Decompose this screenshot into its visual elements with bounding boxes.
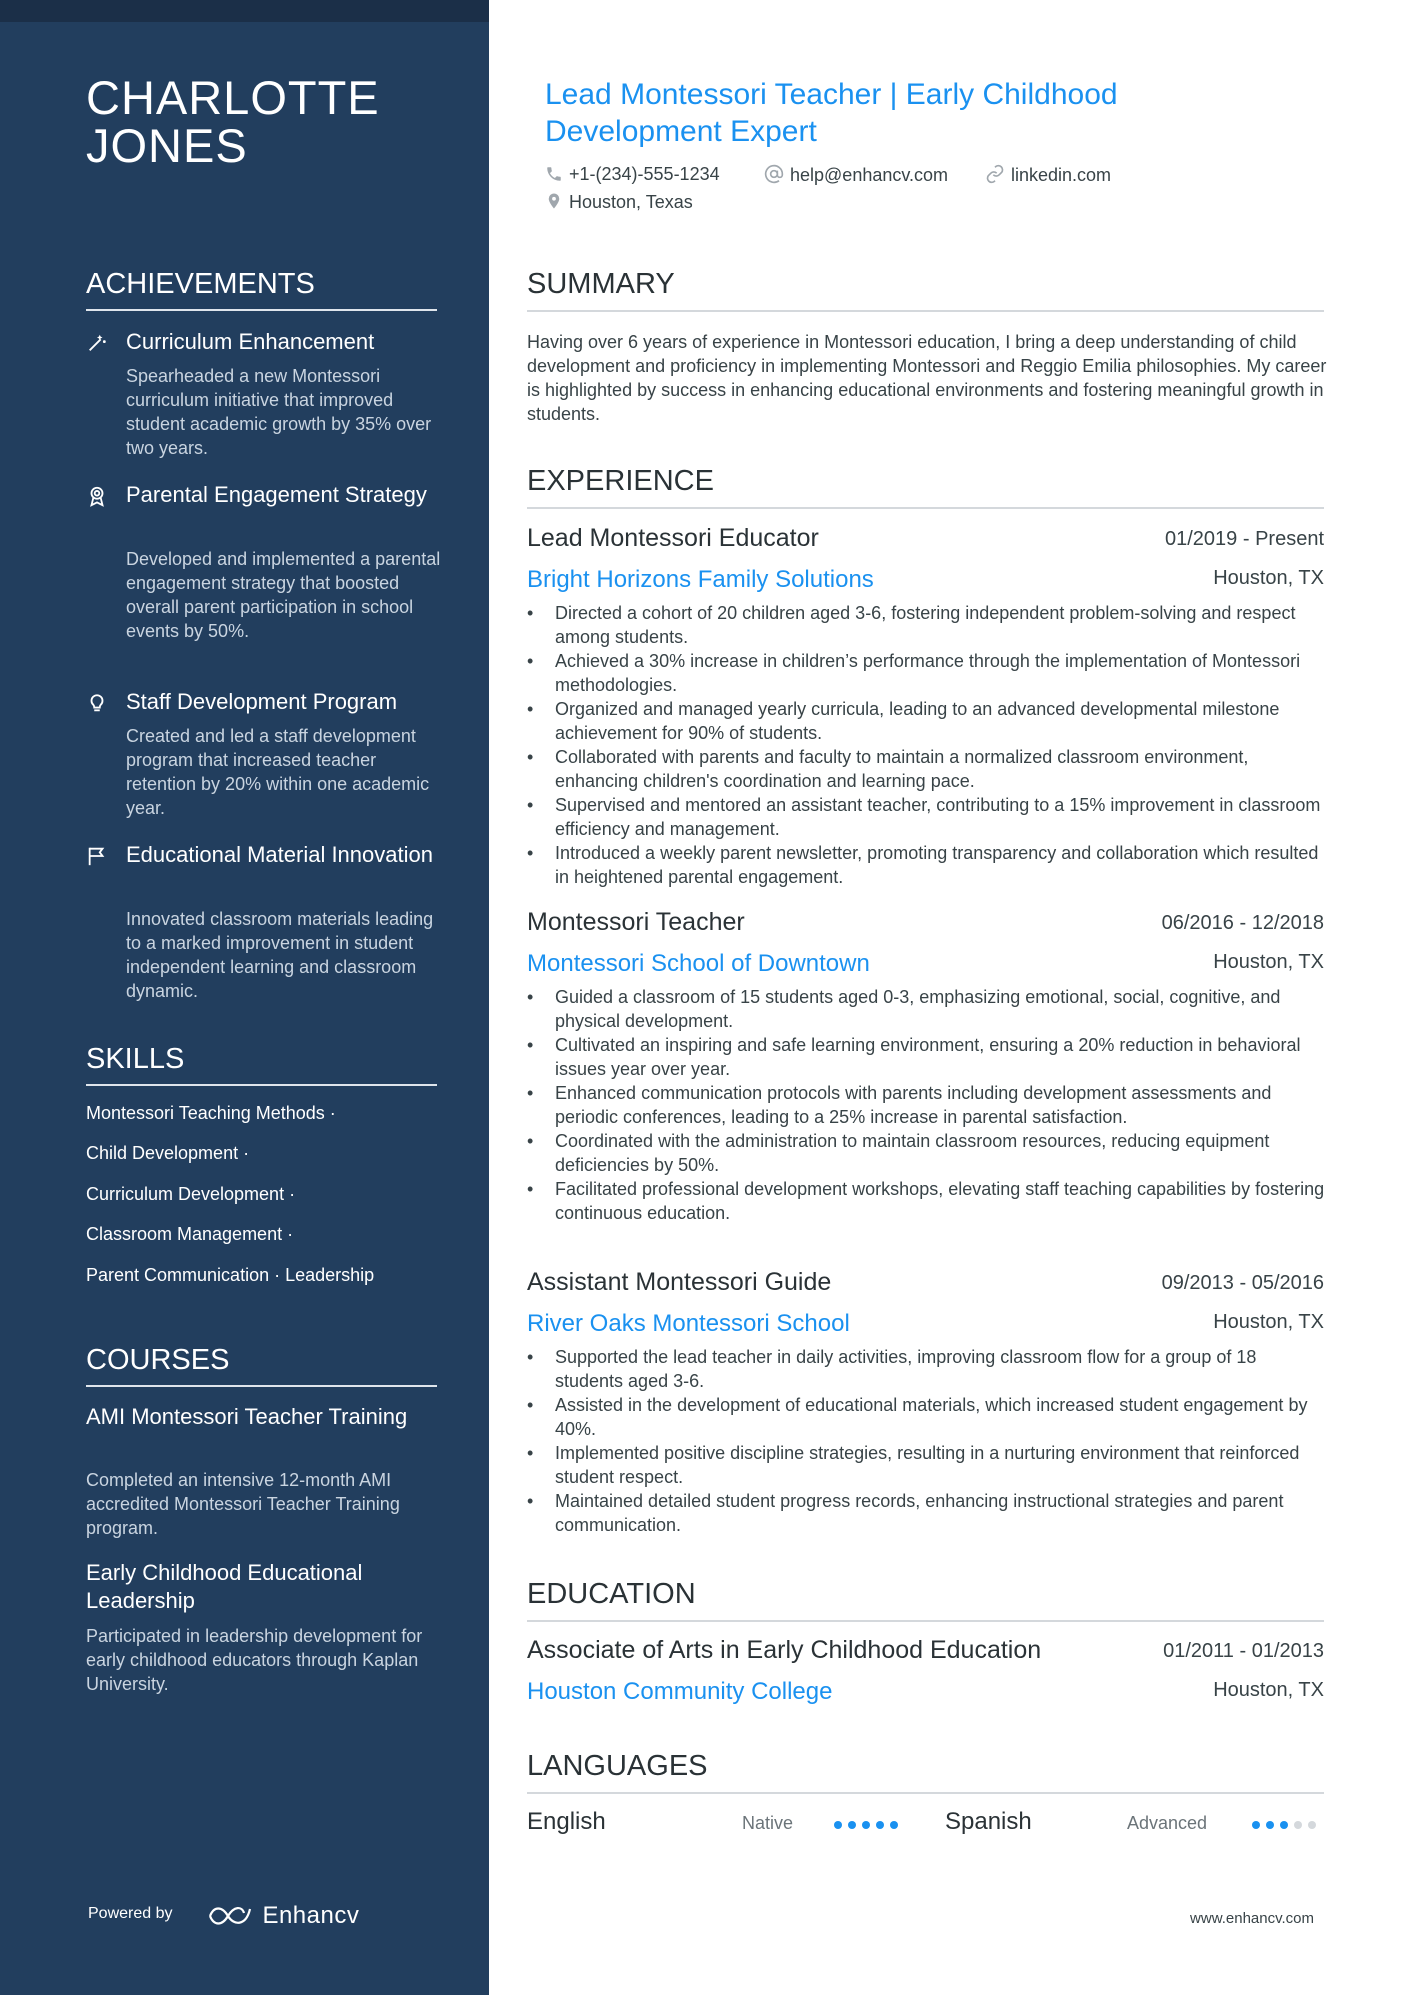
achievement-desc: Developed and implemented a parental engagement strategy that boosted overall parent participation in school events by 50%. (126, 549, 441, 641)
link-text: linkedin.com (1011, 165, 1112, 185)
first-name: CHARLOTTE (86, 71, 380, 124)
bullet-item: • Cultivated an inspiring and safe learning environment, ensuring a 20% reduction in behavioral issues year over year. (527, 1033, 1327, 1081)
location-text: Houston, Texas (569, 192, 693, 212)
experience-heading: EXPERIENCE (527, 465, 1324, 509)
job-title: Assistant Montessori Guide (527, 1268, 832, 1296)
at-icon (764, 164, 784, 184)
achievement-desc: Created and led a staff development program that increased teacher retention by 20% within one academic year. (126, 726, 430, 818)
rating-dot-filled (862, 1821, 870, 1829)
link-icon (985, 164, 1005, 184)
language-level: Advanced (1127, 1813, 1208, 1833)
job-title: Lead Montessori Educator (527, 524, 819, 552)
education-location: Houston, TX (1213, 1679, 1324, 1701)
achievement-desc: Spearheaded a new Montessori curriculum initiative that improved student academic growth by 35% over two years. (126, 366, 432, 458)
bullet-item: • Collaborated with parents and faculty to maintain a normalized classroom environment, enhancing children's coordination and learning pace. (527, 745, 1327, 793)
bullet-item: • Organized and managed yearly curricula, leading to an advanced developmental milestone achievement for 90% of students. (527, 697, 1327, 745)
language-rating (834, 1816, 904, 1834)
job-dates: 01/2019 - Present (1165, 528, 1324, 550)
enhancv-logo[interactable] (206, 1902, 359, 1930)
rating-dot-filled (1252, 1821, 1260, 1829)
rating-dot-filled (1266, 1821, 1274, 1829)
school-name[interactable]: Houston Community College (527, 1678, 833, 1705)
rating-dot-filled (834, 1821, 842, 1829)
skills-heading: SKILLS (86, 1043, 437, 1086)
rating-dot-filled (890, 1821, 898, 1829)
bullet-item: • Guided a classroom of 15 students aged 0-3, emphasizing emotional, social, cognitive, and physical development. (527, 985, 1327, 1033)
education-dates: 01/2011 - 01/2013 (1163, 1640, 1324, 1662)
course-desc: Completed an intensive 12-month AMI accredited Montessori Teacher Training program. (86, 1470, 400, 1538)
achievement-title: Curriculum Enhancement (126, 329, 375, 354)
language-name: Spanish (945, 1808, 1032, 1835)
contact-email[interactable] (764, 164, 948, 186)
bullet-item: • Achieved a 30% increase in children’s performance through the implementation of Montessori methodologies. (527, 649, 1327, 697)
footer-url[interactable]: www.enhancv.com (1190, 1910, 1314, 1927)
enhancv-brand-text: Enhancv (262, 1902, 360, 1929)
achievement-title: Parental Engagement Strategy (126, 482, 427, 507)
skill-item: Montessori Teaching Methods · (86, 1103, 336, 1123)
contact-phone[interactable] (545, 164, 720, 185)
sidebar (0, 0, 489, 1995)
language-level: Native (742, 1813, 794, 1833)
rating-dot-empty (1308, 1821, 1316, 1829)
job-dates: 06/2016 - 12/2018 (1161, 912, 1324, 934)
company-name[interactable]: River Oaks Montessori School (527, 1310, 850, 1337)
bullet-item: • Supervised and mentored an assistant teacher, contributing to a 15% improvement in classroom efficiency and management. (527, 793, 1327, 841)
rating-dot-filled (876, 1821, 884, 1829)
contact-link[interactable] (985, 164, 1111, 186)
enhancv-logo-icon (206, 1903, 254, 1929)
last-name: JONES (86, 119, 248, 172)
summary-text: Having over 6 years of experience in Montessori education, I bring a deep understanding of child development and proficiency in implementing Montessori and Reggio Emilia philosophies. My career is highlighted by success in enhancing educational environments and fostering meaningful growth in students. (527, 332, 1327, 424)
candidate-name (86, 71, 380, 172)
job-bullets (527, 601, 1327, 889)
bullet-item: • Assisted in the development of educational materials, which increased student engagement by 40%. (527, 1393, 1327, 1441)
company-name[interactable]: Montessori School of Downtown (527, 950, 870, 977)
achievement-desc: Innovated classroom materials leading to a marked improvement in student independent learning and classroom dynamic. (126, 909, 434, 1001)
company-name[interactable]: Bright Horizons Family Solutions (527, 566, 874, 593)
contact-location (545, 191, 693, 213)
achievement-title: Educational Material Innovation (126, 842, 433, 867)
bullet-item: • Supported the lead teacher in daily activities, improving classroom flow for a group of 18 students aged 3-6. (527, 1345, 1327, 1393)
bullet-item: • Introduced a weekly parent newsletter, promoting transparency and collaboration which resulted in heightened parental engagement. (527, 841, 1327, 889)
rating-dot-filled (1280, 1821, 1288, 1829)
bullet-item: • Maintained detailed student progress records, enhancing instructional strategies and parent communication. (527, 1489, 1327, 1537)
degree-title: Associate of Arts in Early Childhood Education (527, 1636, 1042, 1664)
job-bullets (527, 985, 1327, 1225)
language-rating (1252, 1816, 1322, 1834)
sidebar-top-bar (0, 0, 489, 22)
achievement-title: Staff Development Program (126, 689, 398, 714)
job-dates: 09/2013 - 05/2016 (1161, 1272, 1324, 1294)
job-location: Houston, TX (1213, 567, 1324, 589)
course-desc: Participated in leadership development for early childhood educators through Kaplan University. (86, 1626, 423, 1694)
location-pin-icon (545, 191, 563, 211)
summary-heading: SUMMARY (527, 268, 1324, 312)
bullet-item: • Directed a cohort of 20 children aged 3-6, fostering independent problem-solving and respect among students. (527, 601, 1327, 649)
job-title: Montessori Teacher (527, 908, 745, 936)
phone-icon (545, 165, 563, 183)
flag-icon (86, 845, 108, 867)
award-icon (86, 485, 108, 507)
job-bullets (527, 1345, 1327, 1537)
bullet-item: • Implemented positive discipline strategies, resulting in a nurturing environment that reinforced student respect. (527, 1441, 1327, 1489)
headline: Lead Montessori Teacher | Early Childhood Development Expert (545, 78, 1118, 148)
bullet-item: • Enhanced communication protocols with parents including development assessments and periodic conferences, leading to a 25% increase in parental satisfaction. (527, 1081, 1327, 1129)
job-location: Houston, TX (1213, 951, 1324, 973)
lightbulb-icon (86, 692, 108, 714)
language-name: English (527, 1808, 606, 1835)
rating-dot-filled (848, 1821, 856, 1829)
education-heading: EDUCATION (527, 1578, 1324, 1622)
achievements-heading: ACHIEVEMENTS (86, 268, 437, 311)
bullet-item: • Facilitated professional development workshops, elevating staff teaching capabilities by fostering continuous education. (527, 1177, 1327, 1225)
skill-item: Classroom Management · (86, 1224, 294, 1244)
languages-heading: LANGUAGES (527, 1750, 1324, 1794)
powered-by-label: Powered by (88, 1905, 173, 1922)
phone-text: +1-(234)-555-1234 (569, 164, 720, 184)
course-title: Early Childhood Educational Leadership (86, 1560, 363, 1613)
email-text: help@enhancv.com (790, 165, 949, 185)
skill-item: Parent Communication · Leadership (86, 1265, 375, 1285)
course-title: AMI Montessori Teacher Training (86, 1404, 408, 1429)
rating-dot-empty (1294, 1821, 1302, 1829)
job-location: Houston, TX (1213, 1311, 1324, 1333)
courses-heading: COURSES (86, 1344, 437, 1387)
magic-wand-icon (86, 332, 108, 354)
bullet-item: • Coordinated with the administration to maintain classroom resources, reducing equipment deficiencies by 50%. (527, 1129, 1327, 1177)
skill-item: Child Development · (86, 1143, 250, 1163)
skill-item: Curriculum Development · (86, 1184, 296, 1204)
